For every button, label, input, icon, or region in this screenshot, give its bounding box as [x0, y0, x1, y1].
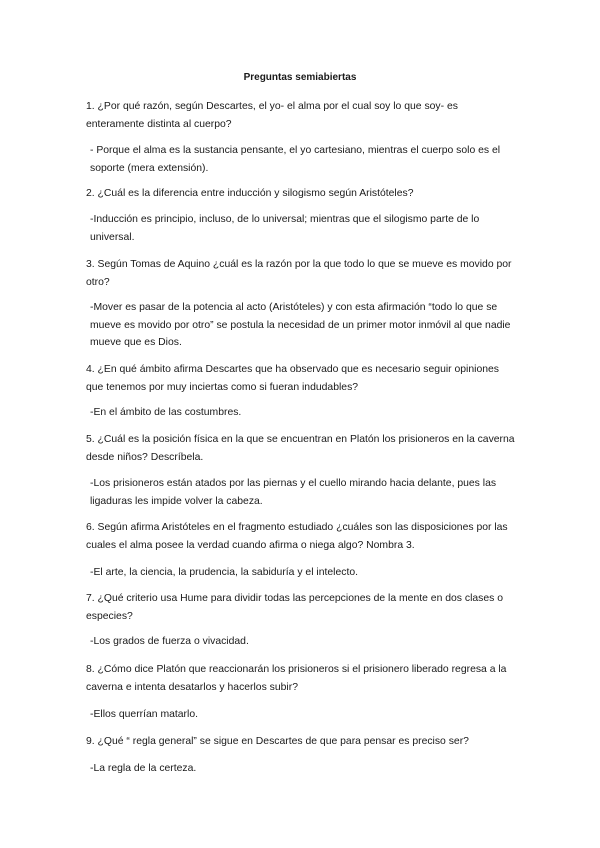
- answer-3: -Mover es pasar de la potencia al acto (Aristóteles) y con esta afirmación “todo lo que se mueve es movido por otro” se postula la necesidad de un primer motor inmóvil al que nadie mueve que es Dios.: [90, 302, 511, 348]
- answer-9: -La regla de la certeza.: [90, 763, 197, 774]
- question-7: 7. ¿Qué criterio usa Hume para dividir todas las percepciones de la mente en dos clases o especies?: [86, 593, 503, 622]
- answer-1: - Porque el alma es la sustancia pensante, el yo cartesiano, mientras el cuerpo solo es el soporte (mera extensión).: [90, 145, 501, 174]
- answer-8: -Ellos querrían matarlo.: [90, 709, 198, 720]
- answer-4: -En el ámbito de las costumbres.: [90, 407, 242, 418]
- page-title: Preguntas semiabiertas: [243, 72, 357, 83]
- answer-6: -El arte, la ciencia, la prudencia, la sabiduría y el intelecto.: [90, 567, 358, 578]
- answer-5: -Los prisioneros están atados por las piernas y el cuello mirando hacia delante, pues las ligaduras les impide volver la cabeza.: [90, 478, 497, 507]
- answer-2: -Inducción es principio, incluso, de lo universal; mientras que el silogismo parte de lo universal.: [90, 214, 480, 243]
- question-8: 8. ¿Cómo dice Platón que reaccionarán los prisioneros si el prisionero liberado regresa a la caverna e intenta desatarlos y hacerlos subir?: [86, 664, 507, 693]
- question-9: 9. ¿Qué “ regla general” se sigue en Descartes de que para pensar es preciso ser?: [86, 736, 469, 747]
- question-1: 1. ¿Por qué razón, según Descartes, el yo- el alma por el cual soy lo que soy- es enteramente distinta al cuerpo?: [86, 101, 458, 130]
- question-6: 6. Según afirma Aristóteles en el fragmento estudiado ¿cuáles son las disposiciones por las cuales el alma posee la verdad cuando afirma o niega algo? Nombra 3.: [86, 522, 508, 551]
- answer-7: -Los grados de fuerza o vivacidad.: [90, 636, 249, 647]
- question-4: 4. ¿En qué ámbito afirma Descartes que ha observado que es necesario seguir opiniones que tenemos por muy inciertas como si fueran indudables?: [86, 364, 499, 393]
- question-5: 5. ¿Cuál es la posición física en la que se encuentran en Platón los prisioneros en la caverna desde niños? Descríbela.: [86, 434, 515, 463]
- question-2: 2. ¿Cuál es la diferencia entre inducción y silogismo según Aristóteles?: [86, 188, 414, 199]
- question-3: 3. Según Tomas de Aquino ¿cuál es la razón por la que todo lo que se mueve es movido por otro?: [86, 259, 512, 288]
